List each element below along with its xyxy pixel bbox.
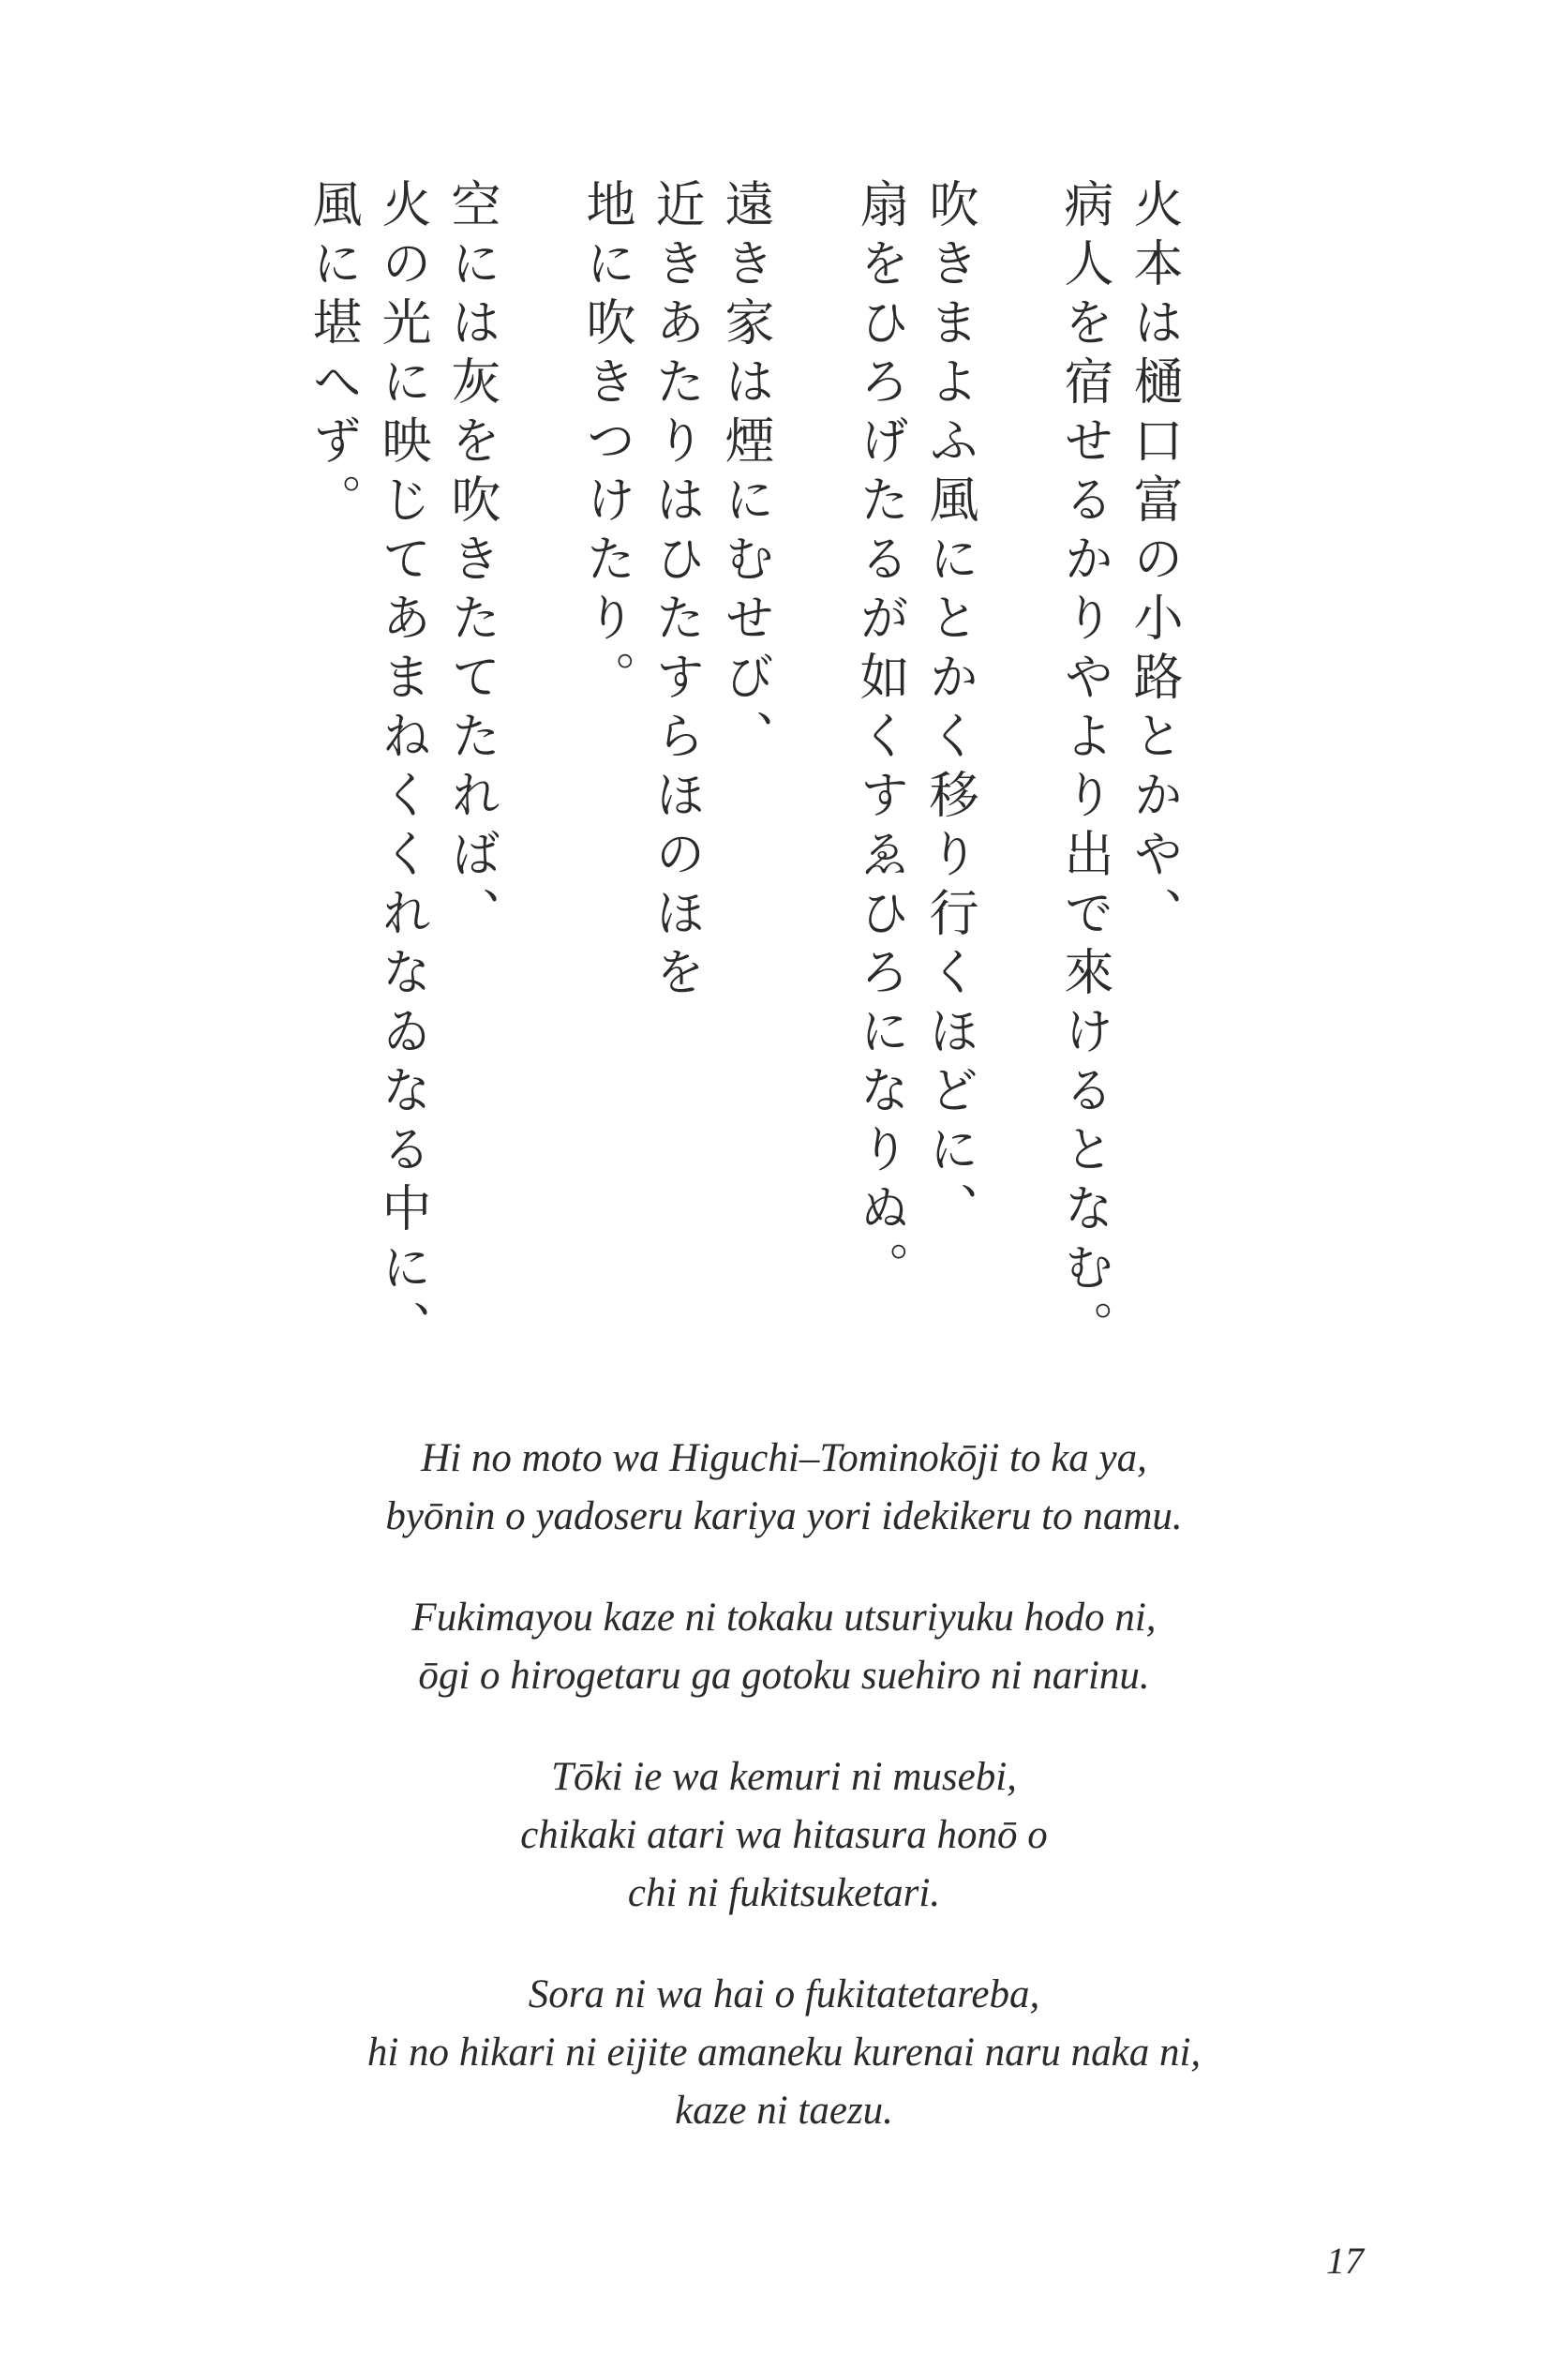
japanese-line: 空には灰を吹きたてたれば、 xyxy=(443,178,500,946)
japanese-line: 扇をひろげたるが如くすゑひろになりぬ。 xyxy=(852,178,909,1300)
japanese-line: 風に堪へず。 xyxy=(305,178,362,532)
page-number: 17 xyxy=(1326,2240,1364,2282)
stanza-gap xyxy=(984,178,1050,1341)
japanese-stanza-4 xyxy=(298,178,506,1359)
stanza-gap xyxy=(506,178,572,1341)
romanized-line: hi no hikari ni eijite amaneku kurenai naru naka ni, xyxy=(366,2031,1202,2075)
japanese-stanza-2 xyxy=(845,178,984,1341)
japanese-vertical-text xyxy=(298,178,1188,1359)
japanese-stanza-1 xyxy=(1050,178,1188,1359)
romanized-line: Sora ni wa hai o fukitatetareba, xyxy=(528,1972,1040,2016)
romanized-line: chi ni fukitsuketari. xyxy=(627,1871,941,1915)
romanized-stanza-4 xyxy=(0,1966,1568,2140)
romanized-line: Tōki ie wa kemuri ni musebi, xyxy=(551,1755,1017,1799)
japanese-line: 火本は樋口富の小路とかや、 xyxy=(1126,178,1183,946)
japanese-line: 地に吹きつけたり。 xyxy=(578,178,635,710)
japanese-stanza-3 xyxy=(572,178,780,1341)
romanized-line: ōgi o hirogetaru ga gotoku suehiro ni narinu. xyxy=(418,1654,1150,1698)
romanized-stanza-2 xyxy=(0,1589,1568,1705)
japanese-line: 火の光に映じてあまねくくれなゐなる中に、 xyxy=(374,178,431,1359)
romanized-line: Fukimayou kaze ni tokaku utsuriyuku hodo ni, xyxy=(411,1596,1157,1640)
japanese-line: 近きあたりはひたすらほのほを xyxy=(648,178,705,1005)
japanese-line: 遠き家は煙にむせび、 xyxy=(717,178,774,769)
romanized-line: chikaki atari wa hitasura honō o xyxy=(520,1813,1048,1857)
romanized-line: byōnin o yadoseru kariya yori idekikeru to namu. xyxy=(385,1494,1183,1538)
romanized-line: Hi no moto wa Higuchi–Tominokōji to ka ya, xyxy=(421,1436,1147,1480)
japanese-line: 吹きまよふ風にとかく移り行くほどに、 xyxy=(921,178,978,1241)
romanized-text xyxy=(0,1430,1568,2183)
romanized-stanza-3 xyxy=(0,1748,1568,1923)
romanized-stanza-1 xyxy=(0,1430,1568,1546)
stanza-gap xyxy=(780,178,845,1341)
romanized-line: kaze ni taezu. xyxy=(675,2089,893,2133)
japanese-line: 病人を宿せるかりやより出で來けるとなむ。 xyxy=(1056,178,1113,1359)
